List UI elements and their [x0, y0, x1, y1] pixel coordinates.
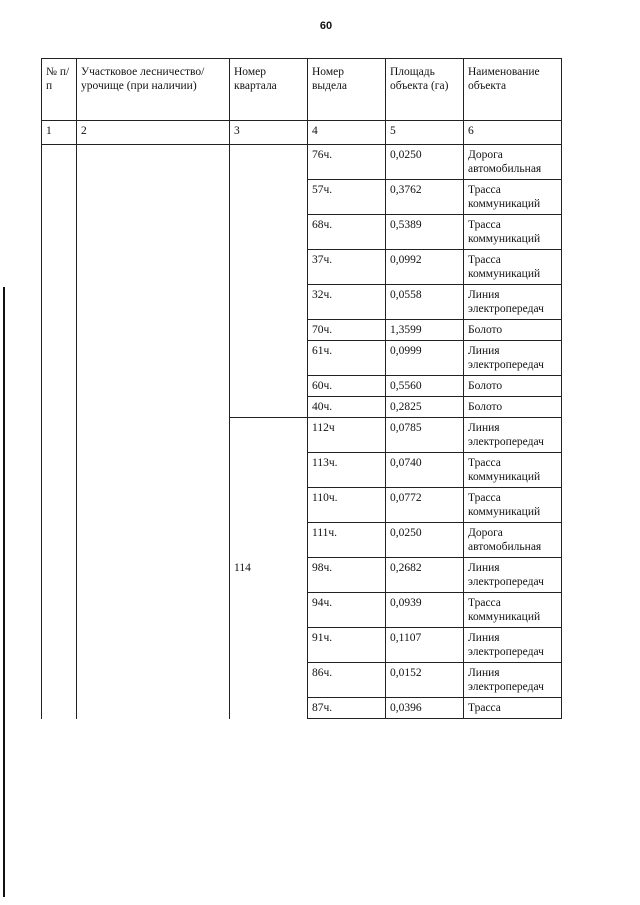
object-name-cell: Линия электропередач: [464, 558, 562, 593]
object-name-cell: Дорога автомобильная: [464, 145, 562, 180]
object-name-cell: Линия электропередач: [464, 418, 562, 453]
area-cell: 0,0785: [386, 418, 464, 453]
header-number: № п/п: [42, 59, 77, 121]
object-name-cell: Линия электропередач: [464, 285, 562, 320]
quarter-cell: [230, 145, 308, 418]
vydel-cell: 110ч.: [308, 488, 386, 523]
vydel-cell: 32ч.: [308, 285, 386, 320]
object-name-cell: Трасса коммуникаций: [464, 250, 562, 285]
object-name-cell: Болото: [464, 320, 562, 341]
vydel-cell: 112ч: [308, 418, 386, 453]
header-quarter: Номер квартала: [230, 59, 308, 121]
vydel-cell: 57ч.: [308, 180, 386, 215]
area-cell: 0,0772: [386, 488, 464, 523]
vydel-cell: 37ч.: [308, 250, 386, 285]
table-header-row: [42, 59, 562, 121]
forestry-cell: [77, 145, 230, 719]
column-index-row: [42, 121, 562, 145]
vydel-cell: 111ч.: [308, 523, 386, 558]
object-name-cell: Дорога автомобильная: [464, 523, 562, 558]
object-name-cell: Трасса коммуникаций: [464, 488, 562, 523]
header-forestry: Участковое лесничество/урочище (при наличии): [77, 59, 230, 121]
area-cell: 0,0250: [386, 523, 464, 558]
column-index: 3: [230, 121, 308, 145]
vydel-cell: 61ч.: [308, 341, 386, 376]
vydel-cell: 94ч.: [308, 593, 386, 628]
area-cell: 0,3762: [386, 180, 464, 215]
header-area: Площадь объекта (га): [386, 59, 464, 121]
quarter-cell: 114: [230, 418, 308, 719]
area-cell: 0,0396: [386, 698, 464, 719]
area-cell: 0,0250: [386, 145, 464, 180]
object-name-cell: Болото: [464, 397, 562, 418]
vydel-cell: 91ч.: [308, 628, 386, 663]
object-name-cell: Трасса коммуникаций: [464, 215, 562, 250]
allotment-table: [41, 58, 562, 719]
area-cell: 0,0939: [386, 593, 464, 628]
object-name-cell: Трасса коммуникаций: [464, 593, 562, 628]
vydel-cell: 68ч.: [308, 215, 386, 250]
column-index: 5: [386, 121, 464, 145]
object-name-cell: Линия электропередач: [464, 663, 562, 698]
area-cell: 0,0992: [386, 250, 464, 285]
vydel-cell: 60ч.: [308, 376, 386, 397]
object-name-cell: Трасса коммуникаций: [464, 453, 562, 488]
table-row: [42, 145, 562, 180]
vydel-cell: 113ч.: [308, 453, 386, 488]
row-number-cell: [42, 145, 77, 719]
object-name-cell: Трасса: [464, 698, 562, 719]
vydel-cell: 40ч.: [308, 397, 386, 418]
header-vydel: Номер выдела: [308, 59, 386, 121]
area-cell: 1,3599: [386, 320, 464, 341]
vydel-cell: 87ч.: [308, 698, 386, 719]
vydel-cell: 70ч.: [308, 320, 386, 341]
area-cell: 0,0152: [386, 663, 464, 698]
area-cell: 0,0740: [386, 453, 464, 488]
header-object-name: Наименование объекта: [464, 59, 562, 121]
column-index: 2: [77, 121, 230, 145]
area-cell: 0,0999: [386, 341, 464, 376]
area-cell: 0,2682: [386, 558, 464, 593]
scan-margin-line: [3, 287, 5, 897]
page-number: 60: [319, 20, 333, 32]
column-index: 6: [464, 121, 562, 145]
area-cell: 0,5560: [386, 376, 464, 397]
object-name-cell: Линия электропередач: [464, 341, 562, 376]
column-index: 1: [42, 121, 77, 145]
object-name-cell: Линия электропередач: [464, 628, 562, 663]
vydel-cell: 86ч.: [308, 663, 386, 698]
area-cell: 0,2825: [386, 397, 464, 418]
object-name-cell: Трасса коммуникаций: [464, 180, 562, 215]
vydel-cell: 98ч.: [308, 558, 386, 593]
vydel-cell: 76ч.: [308, 145, 386, 180]
object-name-cell: Болото: [464, 376, 562, 397]
area-cell: 0,0558: [386, 285, 464, 320]
column-index: 4: [308, 121, 386, 145]
area-cell: 0,1107: [386, 628, 464, 663]
area-cell: 0,5389: [386, 215, 464, 250]
